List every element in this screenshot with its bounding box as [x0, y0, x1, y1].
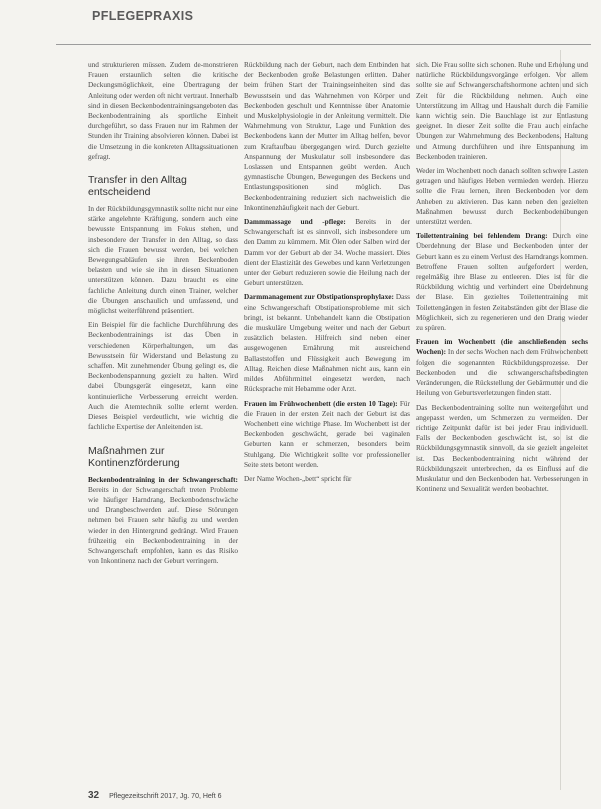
- paragraph: [244, 399, 410, 470]
- paragraph-body: Bereits in der Schwangerschaft ist es sinnvoll, sich insbesondere um den Damm zu kümmern. Mit Ölen oder Salben wird der Damm vor der Geburt ab der 34. Woche massiert. Dies dient der Elastizität des Gewebes und kann Verletzungen unter der Geburt reduzieren sowie die Heilung nach der Geburt unterstützen.: [244, 217, 410, 288]
- paragraph-lead: Beckenbodentraining in der Schwangerschaft:: [88, 474, 238, 484]
- column-left: [88, 60, 238, 781]
- paragraph-lead: Frauen im Frühwochenbett (die ersten 10 Tage):: [244, 398, 398, 408]
- paragraph: In der Rückbildungsgymnastik sollte nicht nur eine stärke angelehnte Kräftigung, sondern auch eine bewusste Entspannung im Fokus stehen, und insbesondere der Transfer in den Alltag, so dass sich die Frauen bewusst werden, bei welchen Bewegungsabläufen sie ihren Beckenboden belasten und wie sie ihn in diesen Situationen unterstützen können. Dazu braucht es eine fachliche Anleitung durch einen Trainer, welcher die Übungen anschaulich und umfassend, und möglichst weiterführend präsentiert.: [88, 204, 238, 316]
- page-header: [56, 0, 591, 45]
- paragraph: Weder im Wochenbett noch danach sollten schwere Lasten getragen und häufiges Heben vermieden werden. Hierzu sollte die Frau lernen, ihren Beckenboden vor dem Anheben zu aktivieren. Das kann neben den gezielten Maßnahmen bewusst durch Beckenbodenübungen unterstützt werden.: [416, 166, 588, 227]
- paragraph-body: In der sechs Wochen nach dem Frühwochenbett folgen die sogenannten Rückbildungsprozesse. Der Beckenboden und die schwangerschaftsbedingten Veränderungen, die Rückstellung der Gebärmutter und die Heilung von Geburtsverletzungen finden statt.: [416, 347, 588, 398]
- paragraph: und strukturieren müssen. Zudem de-monstrieren Frauen erstaunlich selten die kritische Deckungsmöglichkeit, eine Übertragung der Anleitung oder werden oft nicht vertraut. Innerhalb sind in diesen Beckenbodentrainingsangeboten das Beckenbodentraining als sportliche Einheit durchgeführt, so dass Frauen nur im Rahmen der Stunden ihr Training absolvieren können. Dabei ist die Umsetzung in die konkreten Alltagssituationen gefragt.: [88, 60, 238, 161]
- paragraph: Das Beckenbodentraining sollte nun weitergeführt und angepasst werden, um Schmerzen zu vermeiden. Der richtige Zeitpunkt dafür ist bei jeder Frau individuell. Falls der Beckenboden geschwächt ist, so ist die Rückbildungsgymnastik sinnvoll, da sie gezielt angeleitet ist. Das Beckenbodentraining nicht während der Rückbildungszeit unterbrechen, da es Einfluss auf die Muskulatur und den Beckenboden hat. Verbesserungen in Kontinenz und Sexualität werden beobachtet.: [416, 402, 588, 494]
- column-middle: [244, 60, 410, 781]
- paragraph-body: Dass eine Schwangerschaft Obstipationsprobleme mit sich bringt, ist bekannt. Unbehandelt kann die Obstipation die muskuläre Umgebung weiter und nach der Geburt zusätzlich belasten. Hilfreich sind neben einer ausgewogenen Ernährung mit ausreichend Ballaststoffen und Flüssigkeit auch Bewegung im Alltag. Reichen diese Maßnahmen nicht aus, kann ein mildes Abführmittel eingesetzt werden, nach Rücksprache mit Hebamme oder Arzt.: [244, 292, 410, 394]
- subheading-transfer: Transfer in den Alltag entscheidend: [88, 174, 187, 199]
- section-title: PFLEGEPRAXIS: [92, 9, 194, 23]
- page-footer: [88, 790, 222, 801]
- page-number: 32: [88, 790, 100, 801]
- paragraph-body: Bereits in der Schwangerschaft treten Probleme wie häufiger Harndrang, Beckenbodenschwäche und Drangbeschwerden auf. Diese Störungen nehmen bei Frauen sehr häufig zu und werden wieder in den Hintergrund gedrängt. Wird Frauen frühzeitig ein Beckenbodentraining in der Schwangerschaft empfohlen, kann es das Risiko von Inkontinenz nach der Geburt verringern.: [88, 484, 238, 566]
- paragraph-body: Für die Frauen in der ersten Zeit nach der Geburt ist das Wochenbett eine wichtige Phase. Im Wochenbett ist der Beckenboden geschwächt, gerade bei vaginalen Geburten kann er schmerzen, besonders beim Stuhlgang. Die Wichtigkeit sollte vor professioneller Seite stets betont werden.: [244, 398, 410, 469]
- paragraph-lead: Toilettentraining bei fehlendem Drang:: [416, 231, 548, 241]
- paragraph: [244, 292, 410, 394]
- paragraph-lead: Darmmanagement zur Obstipationsprophylaxe:: [244, 292, 394, 302]
- paragraph: [416, 231, 588, 333]
- paragraph: sich. Die Frau sollte sich schonen. Ruhe und Erholung und natürliche Rückbildungsvorgänge erfolgen. Vor allem sollte sie auf Schwangerschaftshormone achten und sich Zeit für die Rückbildung nehmen. Auch eine Unterstützung im Alltag und Haushalt durch die Familie kann wichtig sein. Die Bauchlage ist zur Entlastung geeignet. In dieser Zeit sollte die Frau auch einfache Übungen zur Wahrnehmung des Beckenbodens, Haltung und Atmung durchführen und ihre Entspannung im Beckenboden trainieren.: [416, 60, 588, 161]
- paragraph: [244, 217, 410, 288]
- column-right: [416, 60, 588, 781]
- paragraph: Der Name Wochen-„bett“ spricht für: [244, 473, 352, 483]
- paragraph-body: Durch eine Überdehnung der Blase und Beckenboden unter der Geburt kann es zu einem Verlust des Harndrangs kommen. Betroffene Frauen sollten aufgefordert werden, regelmäßig ihre Blase zu entleeren. Dies ist für die Rückbildung wichtig und verhindert eine Überdehnung der Blase. Ein gezieltes Toilettentraining mit Toilettengängen in festen Zeitabständen gibt der Blase die Möglichkeit, sich zu regenerieren und den Drang wieder zu spüren.: [416, 231, 588, 333]
- subheading-measures: Maßnahmen zur Kontinenzförderung: [88, 444, 180, 469]
- paragraph: [88, 475, 238, 567]
- journal-citation: Pflegezeitschrift 2017, Jg. 70, Heft 6: [109, 793, 222, 800]
- paragraph: Rückbildung nach der Geburt, nach dem Entbinden hat der Beckenboden große Belastungen erlitten. Daher beim frühen Start der Trainingseinheiten sind das Bewusstsein und das Wahrnehmen von Körper und Beckenboden geschult und Kenntnisse über Anatomie und Muskelphysiologie in der Anleitung vermittelt. Die Wahrnehmung von Struktur, Lage und Funktion des Beckenbodens kann der Mutter im Alltag helfen, bevor zum Kraftaufbau übergegangen wird. Durch gezielte Anspannung der Muskulatur soll insbesondere das Loslassen und Entspannen geübt werden. Auch gymnastische Übungen, Bewegungen des Beckens und Entlastungspositionen sind möglich. Das Beckenbodentraining reduziert sich nachweislich die Inkontinenzhäufigkeit nach der Geburt.: [244, 60, 410, 212]
- paragraph: Ein Beispiel für die fachliche Durchführung des Beckenbodentrainings ist das Üben in verschiedenen Körperhaltungen, um das Bewusstsein für Widerstand und Belastung zu schaffen. Mit zunehmender Übung gelingt es, die Beckenbodenspannung gezielt zu halten. Wird dabei Übungsgerät eingesetzt, kann eine kontinuierliche Verbesserung erreicht werden. Auch die Atemtechnik sollte erlernt werden. Dieses Beispiel verdeutlicht, wie wichtig die fachliche Expertise der Anleitenden ist.: [88, 320, 238, 432]
- paragraph-lead: Dammmassage und -pflege:: [244, 217, 346, 227]
- paragraph-lead: Frauen im Wochenbett (die anschließenden sechs Wochen):: [416, 337, 588, 357]
- paragraph: [416, 337, 588, 398]
